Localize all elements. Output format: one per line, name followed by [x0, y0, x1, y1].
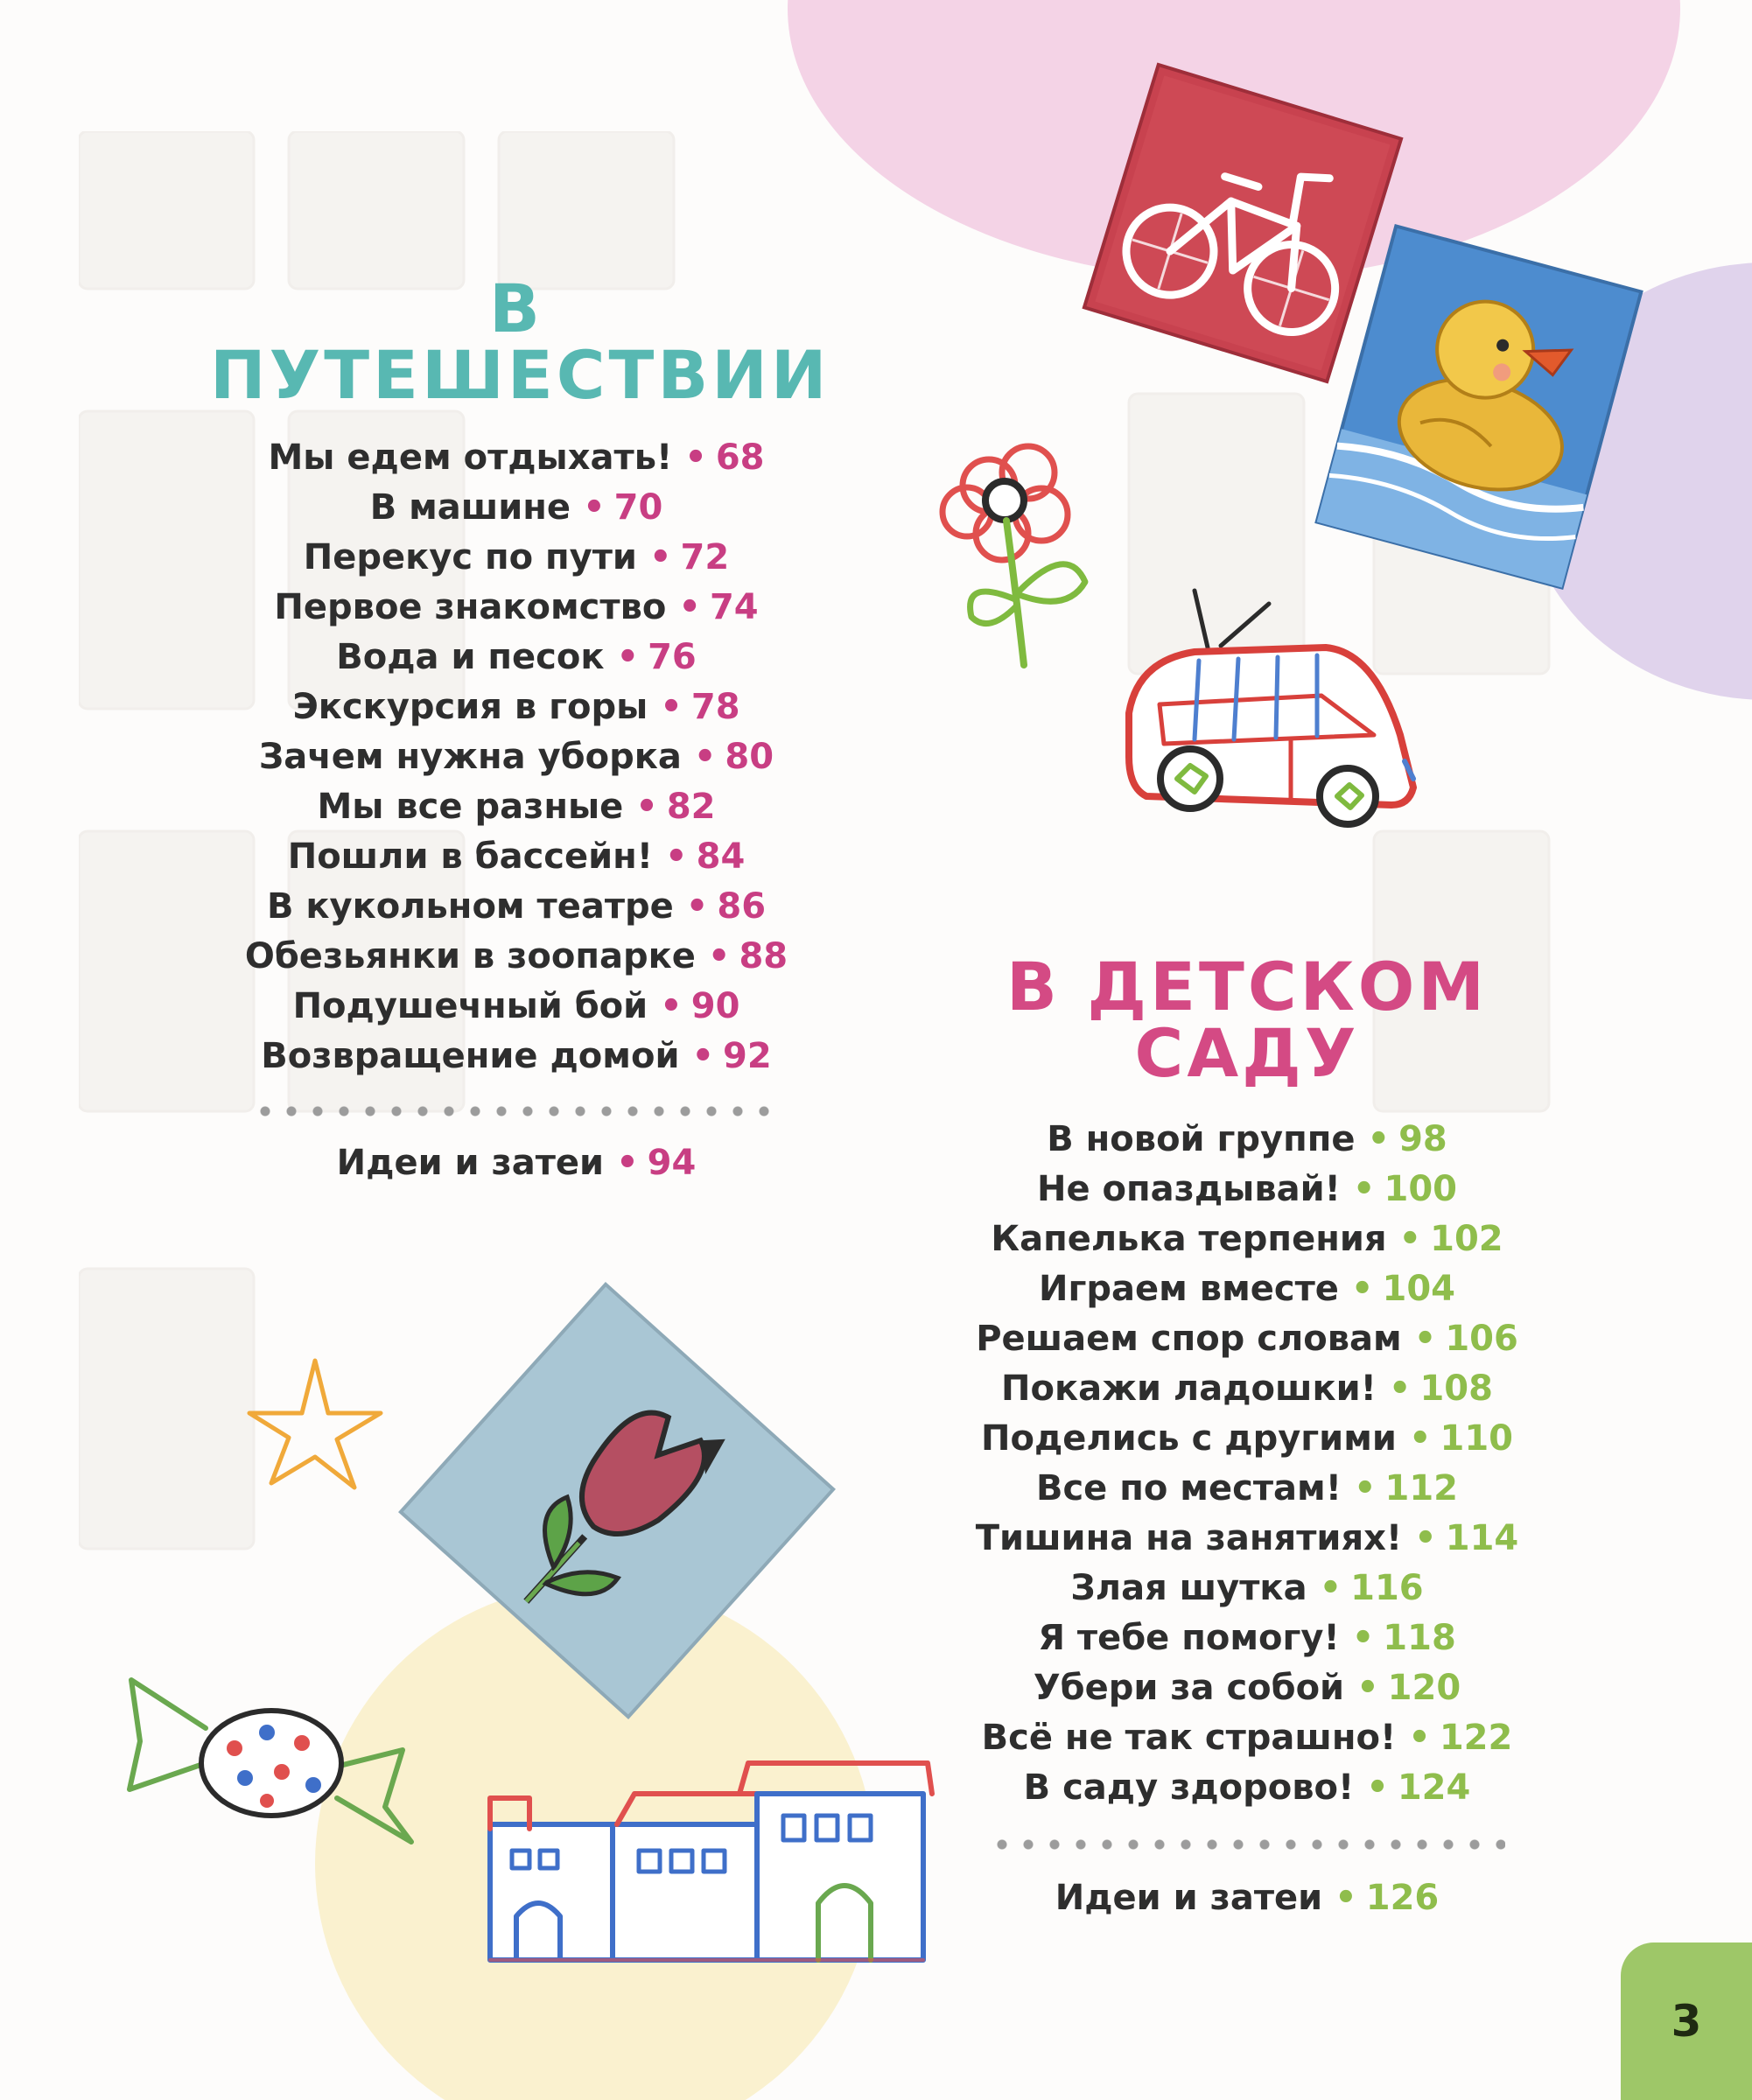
toc-item[interactable]	[210, 682, 823, 732]
page-number-ref: 92	[723, 1036, 772, 1076]
toc-item[interactable]	[901, 1414, 1593, 1464]
toc-item-label: Вода и песок	[336, 637, 605, 677]
toc-item-label: Подушечный бой	[292, 986, 648, 1026]
toc-item-label: Не опаздывай!	[1036, 1169, 1341, 1209]
toc-item-label: Капелька терпения	[991, 1219, 1387, 1259]
toc-item-label: Убери за собой	[1033, 1668, 1345, 1708]
page-number-ref: 90	[690, 986, 740, 1026]
page-number-ref: 98	[1398, 1119, 1447, 1159]
toc-item[interactable]	[901, 1115, 1593, 1165]
bullet-separator: •	[1319, 1568, 1342, 1608]
bullet-separator: •	[1335, 1878, 1357, 1918]
page-number-ref: 68	[715, 438, 765, 478]
toc-item-label: В новой группе	[1047, 1119, 1356, 1159]
toc-item[interactable]	[901, 1264, 1593, 1314]
toc-item-label: Мы едем отдыхать!	[268, 438, 673, 478]
toc-item[interactable]	[210, 583, 823, 633]
bullet-separator: •	[583, 487, 606, 528]
bullet-separator: •	[678, 587, 701, 627]
toc-item[interactable]	[210, 732, 823, 782]
bullet-separator: •	[660, 687, 683, 727]
toc-item[interactable]	[901, 1763, 1593, 1813]
houses-doodle	[477, 1750, 941, 1969]
toc-item-label: Пошли в бассейн!	[287, 836, 654, 877]
page-number-ref: 118	[1383, 1618, 1456, 1658]
page-number-ref: 102	[1430, 1219, 1503, 1259]
toc-item[interactable]	[210, 832, 823, 882]
toc-item[interactable]	[210, 982, 823, 1032]
toc-item[interactable]	[901, 1364, 1593, 1414]
bullet-separator: •	[707, 936, 731, 976]
dotted-divider	[989, 1839, 1505, 1850]
page-number-ref: 116	[1350, 1568, 1424, 1608]
page-number-ref: 112	[1384, 1468, 1459, 1508]
toc-item-label: Обезьянки в зоопарке	[244, 936, 696, 976]
bullet-separator: •	[616, 1143, 639, 1183]
page-number-ref: 94	[647, 1143, 697, 1183]
toc-item[interactable]	[210, 633, 823, 682]
bullet-separator: •	[1408, 1718, 1431, 1758]
page-number-ref: 114	[1445, 1518, 1519, 1558]
toc-item-label: Решаем спор словам	[976, 1319, 1402, 1359]
toc-list	[210, 433, 823, 1082]
bullet-separator: •	[1398, 1219, 1422, 1259]
toc-item[interactable]	[901, 1165, 1593, 1214]
bullet-separator: •	[1413, 1319, 1437, 1359]
page-number-ref: 70	[613, 487, 663, 528]
duckling-card	[1313, 219, 1645, 595]
section-title: В ДЕТСКОМ САДУ	[1006, 948, 1488, 1092]
toc-item-label: В саду здорово!	[1023, 1768, 1355, 1808]
page-number-ref: 80	[725, 737, 774, 777]
bullet-separator: •	[616, 637, 640, 677]
toc-item-label: Экскурсия в горы	[292, 687, 648, 727]
toc-item[interactable]	[901, 1614, 1593, 1663]
section-kindergarten	[901, 948, 1593, 1918]
toc-item-label: Первое знакомство	[274, 587, 667, 627]
bullet-separator: •	[685, 886, 709, 927]
toc-item[interactable]	[901, 1214, 1593, 1264]
bullet-separator: •	[1351, 1618, 1375, 1658]
toc-item[interactable]	[210, 483, 823, 533]
page-number-ref: 72	[680, 537, 730, 578]
toc-item-label: Идеи и затеи	[1055, 1878, 1323, 1918]
bullet-separator: •	[1352, 1169, 1376, 1209]
toc-item[interactable]	[210, 1032, 823, 1082]
page-number-tab	[1621, 1942, 1752, 2100]
bullet-separator: •	[1408, 1418, 1432, 1459]
toc-item-label: В машине	[369, 487, 571, 528]
page-number-ref: 74	[709, 587, 759, 627]
page-number-ref: 78	[690, 687, 740, 727]
toc-item[interactable]	[901, 1663, 1593, 1713]
page-number-ref: 110	[1440, 1418, 1514, 1459]
toc-item-label: Идеи и затеи	[336, 1143, 605, 1183]
bullet-separator: •	[1356, 1668, 1379, 1708]
bullet-separator: •	[648, 537, 672, 578]
section-title: В ПУТЕШЕСТВИИ	[210, 270, 830, 414]
page-number-ref: 82	[666, 787, 716, 827]
toc-item[interactable]	[901, 1514, 1593, 1564]
page-number-ref: 122	[1439, 1718, 1513, 1758]
toc-item[interactable]	[210, 433, 823, 483]
page-number-ref: 100	[1384, 1169, 1457, 1209]
toc-item-label: Всё не так страшно!	[981, 1718, 1397, 1758]
toc-item-label: Играем вместе	[1039, 1269, 1339, 1309]
toc-item-label: Возвращение домой	[261, 1036, 680, 1076]
bullet-separator: •	[1388, 1368, 1412, 1409]
bullet-separator: •	[684, 438, 707, 478]
tulip-card	[385, 1269, 849, 1732]
page-number-ref: 88	[739, 936, 788, 976]
toc-item-label: Тишина на занятиях!	[975, 1518, 1403, 1558]
toc-item[interactable]	[901, 1314, 1593, 1364]
bullet-separator: •	[1414, 1518, 1437, 1558]
bullet-separator: •	[665, 836, 688, 877]
page-number-ref: 120	[1387, 1668, 1461, 1708]
toc-item-label: Зачем нужна уборка	[258, 737, 682, 777]
star-doodle	[236, 1343, 394, 1501]
toc-item[interactable]	[210, 782, 823, 832]
page-number-ref: 126	[1365, 1878, 1440, 1918]
toc-item-ideas[interactable]	[901, 1878, 1593, 1918]
toc-item-label: Я тебе помогу!	[1038, 1618, 1340, 1658]
bullet-separator: •	[691, 1036, 715, 1076]
toc-item-label: Злая шутка	[1070, 1568, 1307, 1608]
bullet-separator: •	[693, 737, 717, 777]
toc-item-label: Мы все разные	[317, 787, 624, 827]
section-travel	[210, 270, 830, 1183]
toc-item[interactable]	[901, 1713, 1593, 1763]
bullet-separator: •	[1366, 1768, 1389, 1808]
bus-doodle	[1111, 582, 1444, 836]
dotted-divider	[252, 1106, 781, 1116]
toc-item-label: Покажи ладошки!	[1001, 1368, 1377, 1409]
toc-item-label: Поделись с другими	[980, 1418, 1397, 1459]
toc-item[interactable]	[210, 882, 823, 932]
bullet-separator: •	[1350, 1269, 1374, 1309]
toc-item[interactable]	[901, 1464, 1593, 1514]
toc-item-label: Все по местам!	[1035, 1468, 1342, 1508]
toc-item-label: В кукольном театре	[266, 886, 674, 927]
candy-doodle	[123, 1645, 420, 1855]
toc-item[interactable]	[210, 932, 823, 982]
bullet-separator: •	[635, 787, 658, 827]
page-number-ref: 104	[1382, 1269, 1455, 1309]
page-number-ref: 76	[648, 637, 697, 677]
toc-item[interactable]	[901, 1564, 1593, 1614]
flower-doodle	[901, 411, 1111, 674]
toc-item-ideas[interactable]	[210, 1143, 823, 1183]
page-number-ref: 124	[1397, 1768, 1471, 1808]
page-number-ref: 86	[717, 886, 767, 927]
bullet-separator: •	[660, 986, 683, 1026]
page-number: 3	[1671, 1996, 1702, 2047]
bullet-separator: •	[1367, 1119, 1391, 1159]
page-number-ref: 108	[1419, 1368, 1493, 1409]
toc-item-label: Перекус по пути	[303, 537, 637, 578]
toc-list	[901, 1115, 1593, 1813]
toc-item[interactable]	[210, 533, 823, 583]
bullet-separator: •	[1353, 1468, 1377, 1508]
page-number-ref: 84	[696, 836, 746, 877]
page-number-ref: 106	[1445, 1319, 1518, 1359]
